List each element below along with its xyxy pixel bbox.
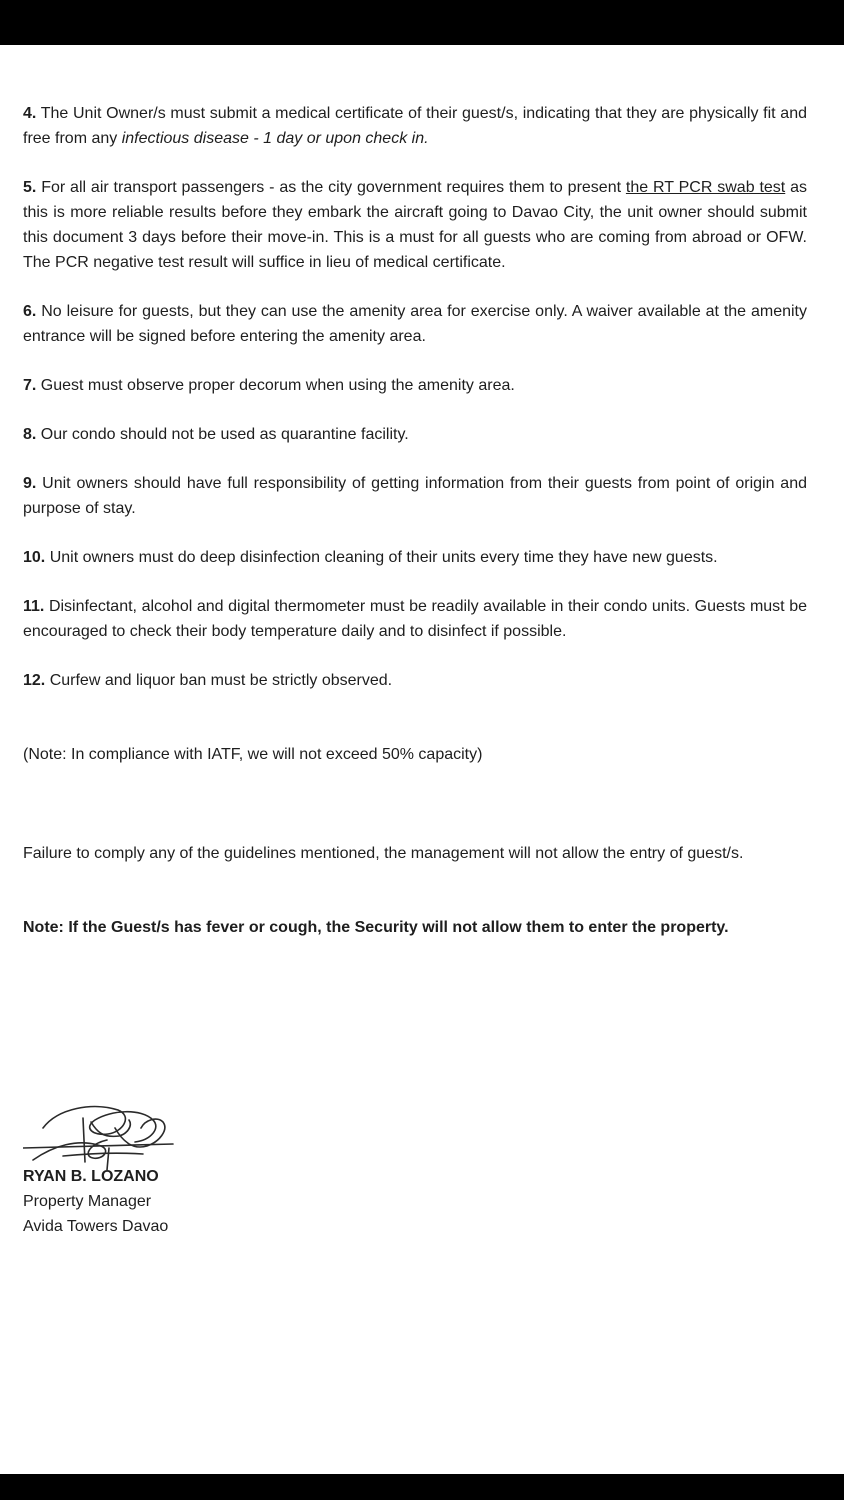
guideline-item-4 xyxy=(23,101,807,151)
guideline-item-9 xyxy=(23,471,807,521)
item-number: 10. xyxy=(23,549,46,566)
bottom-black-bar xyxy=(0,1474,844,1500)
item-text: Guest must observe proper decorum when using the amenity area. xyxy=(36,377,515,394)
signatory-title: Property Manager xyxy=(23,1193,152,1210)
document-body xyxy=(23,101,807,964)
item-text: No leisure for guests, but they can use the amenity area for exercise only. A waiver available at the amenity entrance will be signed before entering the amenity area. xyxy=(23,303,807,345)
signatory-organization: Avida Towers Davao xyxy=(23,1218,169,1235)
signature-block xyxy=(23,1098,323,1248)
item-text: Curfew and liquor ban must be strictly observed. xyxy=(45,672,393,689)
item-text: Unit owners should have full responsibility of getting information from their guests from point of origin and purpose of stay. xyxy=(23,475,807,517)
item-number: 7. xyxy=(23,377,37,394)
security-note: Note: If the Guest/s has fever or cough, the Security will not allow them to enter the property. xyxy=(23,919,729,936)
item-text: The Unit Owner/s must submit a medical certificate of their guest/s, indicating that they are physically fit and free from any xyxy=(23,105,807,147)
item-number: 12. xyxy=(23,672,46,689)
guideline-item-7 xyxy=(23,373,807,398)
item-text-continued: as this is more reliable results before they embark the aircraft going to Davao City, the unit owner should submit this document 3 days before their move-in. This is a must for all guests who are coming from abroad or OFW. The PCR negative test result will suffice in lieu of medical certificate. xyxy=(23,179,808,271)
item-number: 5. xyxy=(23,179,37,196)
item-text: For all air transport passengers - as the city government requires them to present xyxy=(36,179,626,196)
item-number: 6. xyxy=(23,303,37,320)
signatory-name: RYAN B. LOZANO xyxy=(23,1168,159,1185)
capacity-note: (Note: In compliance with IATF, we will not exceed 50% capacity) xyxy=(23,746,483,763)
item-text: Unit owners must do deep disinfection cleaning of their units every time they have new guests. xyxy=(45,549,718,566)
guideline-item-12 xyxy=(23,668,807,693)
top-black-bar xyxy=(0,0,844,45)
item-number: 4. xyxy=(23,105,37,122)
item-number: 8. xyxy=(23,426,37,443)
guideline-item-11 xyxy=(23,594,807,644)
item-text-italic: infectious disease - 1 day or upon check in. xyxy=(121,130,429,147)
item-text-underlined: the RT PCR swab test xyxy=(625,179,786,196)
item-text: Disinfectant, alcohol and digital thermometer must be readily available in their condo units. Guests must be encouraged to check their body temperature daily and to disinfect if possible. xyxy=(23,598,807,640)
item-number: 9. xyxy=(23,475,37,492)
item-number: 11. xyxy=(23,598,45,615)
guideline-item-6 xyxy=(23,299,807,349)
handwritten-signature xyxy=(23,1098,193,1170)
guideline-item-8 xyxy=(23,422,807,447)
guideline-item-10 xyxy=(23,545,807,570)
item-text: Our condo should not be used as quarantine facility. xyxy=(36,426,409,443)
failure-statement: Failure to comply any of the guidelines mentioned, the management will not allow the entry of guest/s. xyxy=(23,845,744,862)
guideline-item-5 xyxy=(23,175,807,275)
signatory-details xyxy=(23,1164,168,1239)
